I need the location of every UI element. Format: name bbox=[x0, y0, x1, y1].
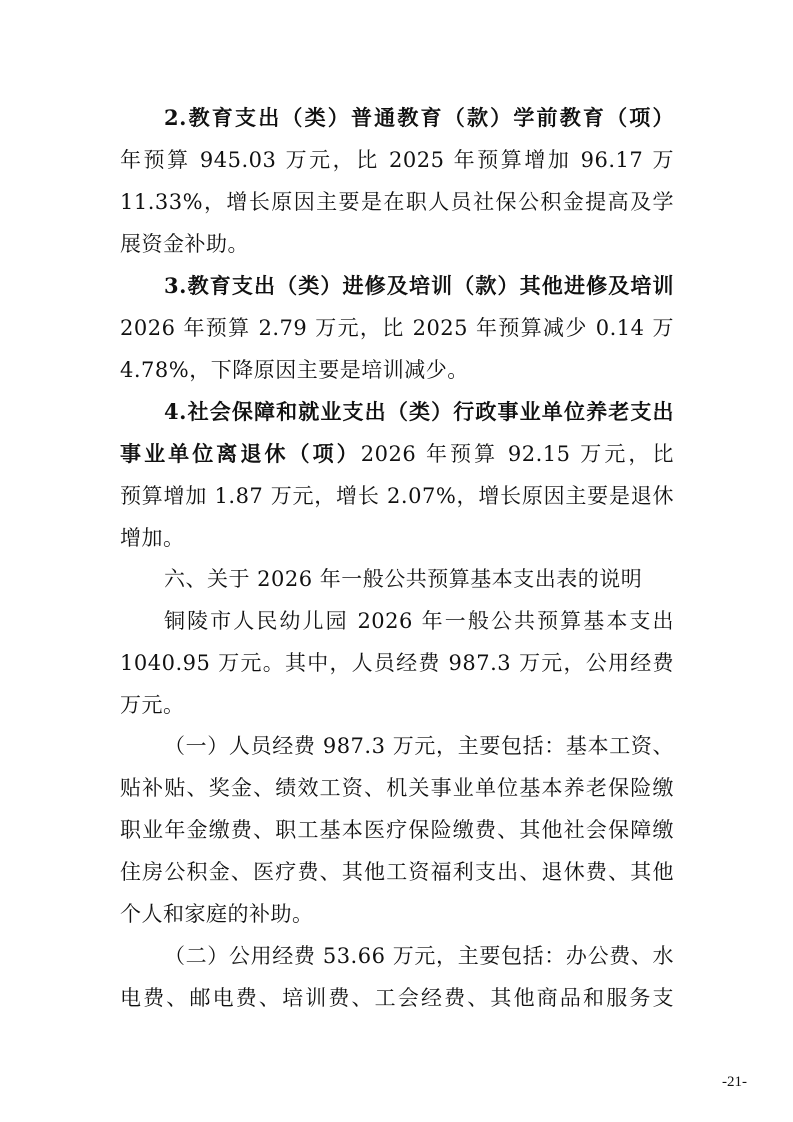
p1-line2: 年预算 945.03 万元，比 2025 年预算增加 96.17 万 bbox=[120, 148, 674, 172]
p1-line3: 11.33%，增长原因主要是在职人员社保公积金提高及学 bbox=[120, 190, 674, 214]
p2-heading: 3.教育支出（类）进修及培训（款）其他进修及培训 bbox=[164, 273, 674, 298]
p3-line2 bbox=[120, 439, 674, 469]
p1-line4: 展资金补助。 bbox=[120, 232, 249, 256]
page-number: -21- bbox=[722, 1074, 747, 1090]
p4-line1: 铜陵市人民幼儿园 2026 年一般公共预算基本支出 bbox=[164, 609, 674, 633]
p3-line4: 增加。 bbox=[120, 526, 185, 550]
p1-heading: 2.教育支出（类）普通教育（款）学前教育（项） bbox=[164, 105, 674, 130]
p5-line1: （一）人员经费 987.3 万元，主要包括：基本工资、 bbox=[164, 734, 674, 758]
p3-line2-rest: 2026 年预算 92.15 万元，比 bbox=[360, 442, 674, 466]
p2-line3: 4.78%，下降原因主要是培训减少。 bbox=[120, 358, 469, 382]
p1-line1 bbox=[164, 103, 674, 133]
p5-line3: 职业年金缴费、职工基本医疗保险缴费、其他社会保障缴 bbox=[120, 818, 674, 842]
p2-line2: 2026 年预算 2.79 万元，比 2025 年预算减少 0.14 万 bbox=[120, 316, 674, 340]
section6-title: 六、关于 2026 年一般公共预算基本支出表的说明 bbox=[164, 567, 643, 591]
p5-line4: 住房公积金、医疗费、其他工资福利支出、退休费、其他 bbox=[120, 860, 674, 884]
p5-line5: 个人和家庭的补助。 bbox=[120, 902, 314, 926]
p4-line3: 万元。 bbox=[120, 693, 185, 717]
p3-heading-line1: 4.社会保障和就业支出（类）行政事业单位养老支出 bbox=[164, 399, 674, 424]
p3-heading-line2: 事业单位离退休（项） bbox=[120, 441, 361, 466]
p6-line1: （二）公用经费 53.66 万元，主要包括：办公费、水 bbox=[164, 944, 674, 968]
p6-line2: 电费、邮电费、培训费、工会经费、其他商品和服务支 bbox=[120, 986, 674, 1010]
p4-line2: 1040.95 万元。其中，人员经费 987.3 万元，公用经费 bbox=[120, 651, 674, 675]
p3-line3: 预算增加 1.87 万元，增长 2.07%，增长原因主要是退休 bbox=[120, 484, 674, 508]
p5-line2: 贴补贴、奖金、绩效工资、机关事业单位基本养老保险缴 bbox=[120, 776, 674, 800]
